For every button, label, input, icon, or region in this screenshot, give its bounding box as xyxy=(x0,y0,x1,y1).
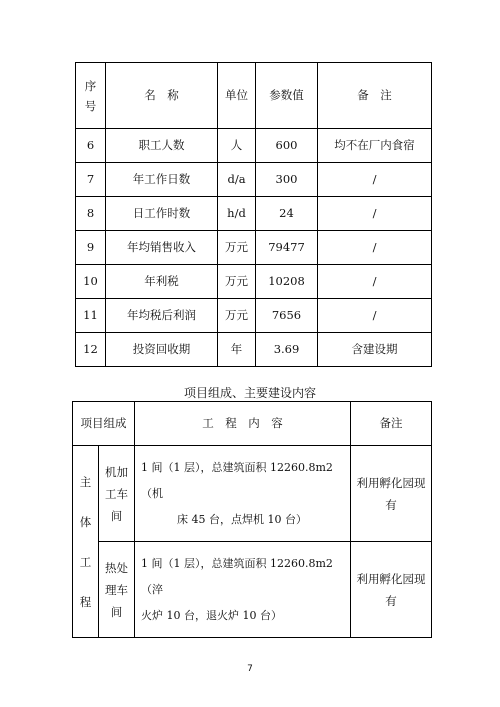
table-row xyxy=(76,231,432,265)
row-name: 年工作日数 xyxy=(106,163,218,197)
header-unit: 单位 xyxy=(218,63,256,129)
row-unit: h/d xyxy=(218,197,256,231)
row-note: / xyxy=(318,231,432,265)
content-line: 1 间（1 层），总建筑面积 12260.8m2（机 xyxy=(141,460,333,500)
note-line: 有 xyxy=(385,497,397,512)
row-name: 日工作时数 xyxy=(106,197,218,231)
row-note: / xyxy=(318,197,432,231)
row-name: 年利税 xyxy=(106,265,218,299)
table-row xyxy=(73,542,432,638)
row-note: 均不在厂内食宿 xyxy=(318,129,432,163)
row-note: / xyxy=(318,299,432,333)
row-unit: 万元 xyxy=(218,231,256,265)
row-unit: 年 xyxy=(218,333,256,367)
header-name: 名 称 xyxy=(106,63,218,129)
header-seq-line-1: 序 xyxy=(84,78,97,93)
main-group-char: 主 xyxy=(79,474,92,489)
row-unit: 人 xyxy=(218,129,256,163)
main-group-char: 工 xyxy=(79,554,92,569)
row-value: 24 xyxy=(256,197,318,231)
row-value: 600 xyxy=(256,129,318,163)
header-seq xyxy=(76,63,106,129)
content-line: 床 45 台，点焊机 10 台） xyxy=(177,512,307,526)
sub-item-line: 热处 xyxy=(105,560,128,575)
header-content: 工 程 内 容 xyxy=(135,402,351,446)
row-value: 300 xyxy=(256,163,318,197)
row-value: 10208 xyxy=(256,265,318,299)
content-cell xyxy=(135,446,351,542)
composition-table-header xyxy=(73,402,432,446)
sub-item-cell xyxy=(99,446,135,542)
row-name: 职工人数 xyxy=(106,129,218,163)
sub-item-line: 理车 xyxy=(105,582,128,597)
row-name: 年均税后利润 xyxy=(106,299,218,333)
header-note: 备 注 xyxy=(318,63,432,129)
table-row xyxy=(76,163,432,197)
main-group-cell xyxy=(73,446,99,638)
note-line: 有 xyxy=(385,593,397,608)
parameters-table xyxy=(75,62,432,367)
header-group: 项目组成 xyxy=(73,402,135,446)
note-line: 利用孵化园现 xyxy=(356,475,426,490)
row-note: 含建设期 xyxy=(318,333,432,367)
row-note: / xyxy=(318,163,432,197)
note-cell xyxy=(351,446,432,542)
sub-item-line: 间 xyxy=(110,604,123,619)
content-line: 火炉 10 台，退火炉 10 台） xyxy=(141,608,282,622)
main-group-char: 体 xyxy=(79,514,92,529)
note-cell xyxy=(351,542,432,638)
table-caption: 项目组成、主要建设内容 xyxy=(183,386,316,400)
content-cell xyxy=(135,542,351,638)
row-no: 12 xyxy=(76,333,106,367)
row-no: 8 xyxy=(76,197,106,231)
row-no: 6 xyxy=(76,129,106,163)
note-line: 利用孵化园现 xyxy=(356,571,426,586)
main-group-char: 程 xyxy=(79,594,92,609)
row-note: / xyxy=(318,265,432,299)
sub-item-line: 工车 xyxy=(105,486,128,501)
page-number: 7 xyxy=(247,664,253,674)
table-row xyxy=(76,265,432,299)
project-composition-table xyxy=(72,401,432,638)
table-row xyxy=(76,197,432,231)
table-row xyxy=(76,299,432,333)
table-row xyxy=(73,446,432,542)
row-value: 79477 xyxy=(256,231,318,265)
row-no: 9 xyxy=(76,231,106,265)
header-seq-line-2: 号 xyxy=(84,98,97,113)
row-value: 3.69 xyxy=(256,333,318,367)
row-no: 11 xyxy=(76,299,106,333)
sub-item-line: 间 xyxy=(110,508,123,523)
table-row xyxy=(76,333,432,367)
header-note: 备注 xyxy=(351,402,432,446)
parameters-table-header xyxy=(76,63,432,129)
row-unit: 万元 xyxy=(218,299,256,333)
row-unit: 万元 xyxy=(218,265,256,299)
sub-item-cell xyxy=(99,542,135,638)
content-line: 1 间（1 层），总建筑面积 12260.8m2（淬 xyxy=(141,556,333,596)
row-unit: d/a xyxy=(218,163,256,197)
row-name: 投资回收期 xyxy=(106,333,218,367)
table-row xyxy=(76,129,432,163)
row-no: 7 xyxy=(76,163,106,197)
sub-item-line: 机加 xyxy=(105,464,128,479)
row-value: 7656 xyxy=(256,299,318,333)
header-value: 参数值 xyxy=(256,63,318,129)
row-no: 10 xyxy=(76,265,106,299)
row-name: 年均销售收入 xyxy=(106,231,218,265)
